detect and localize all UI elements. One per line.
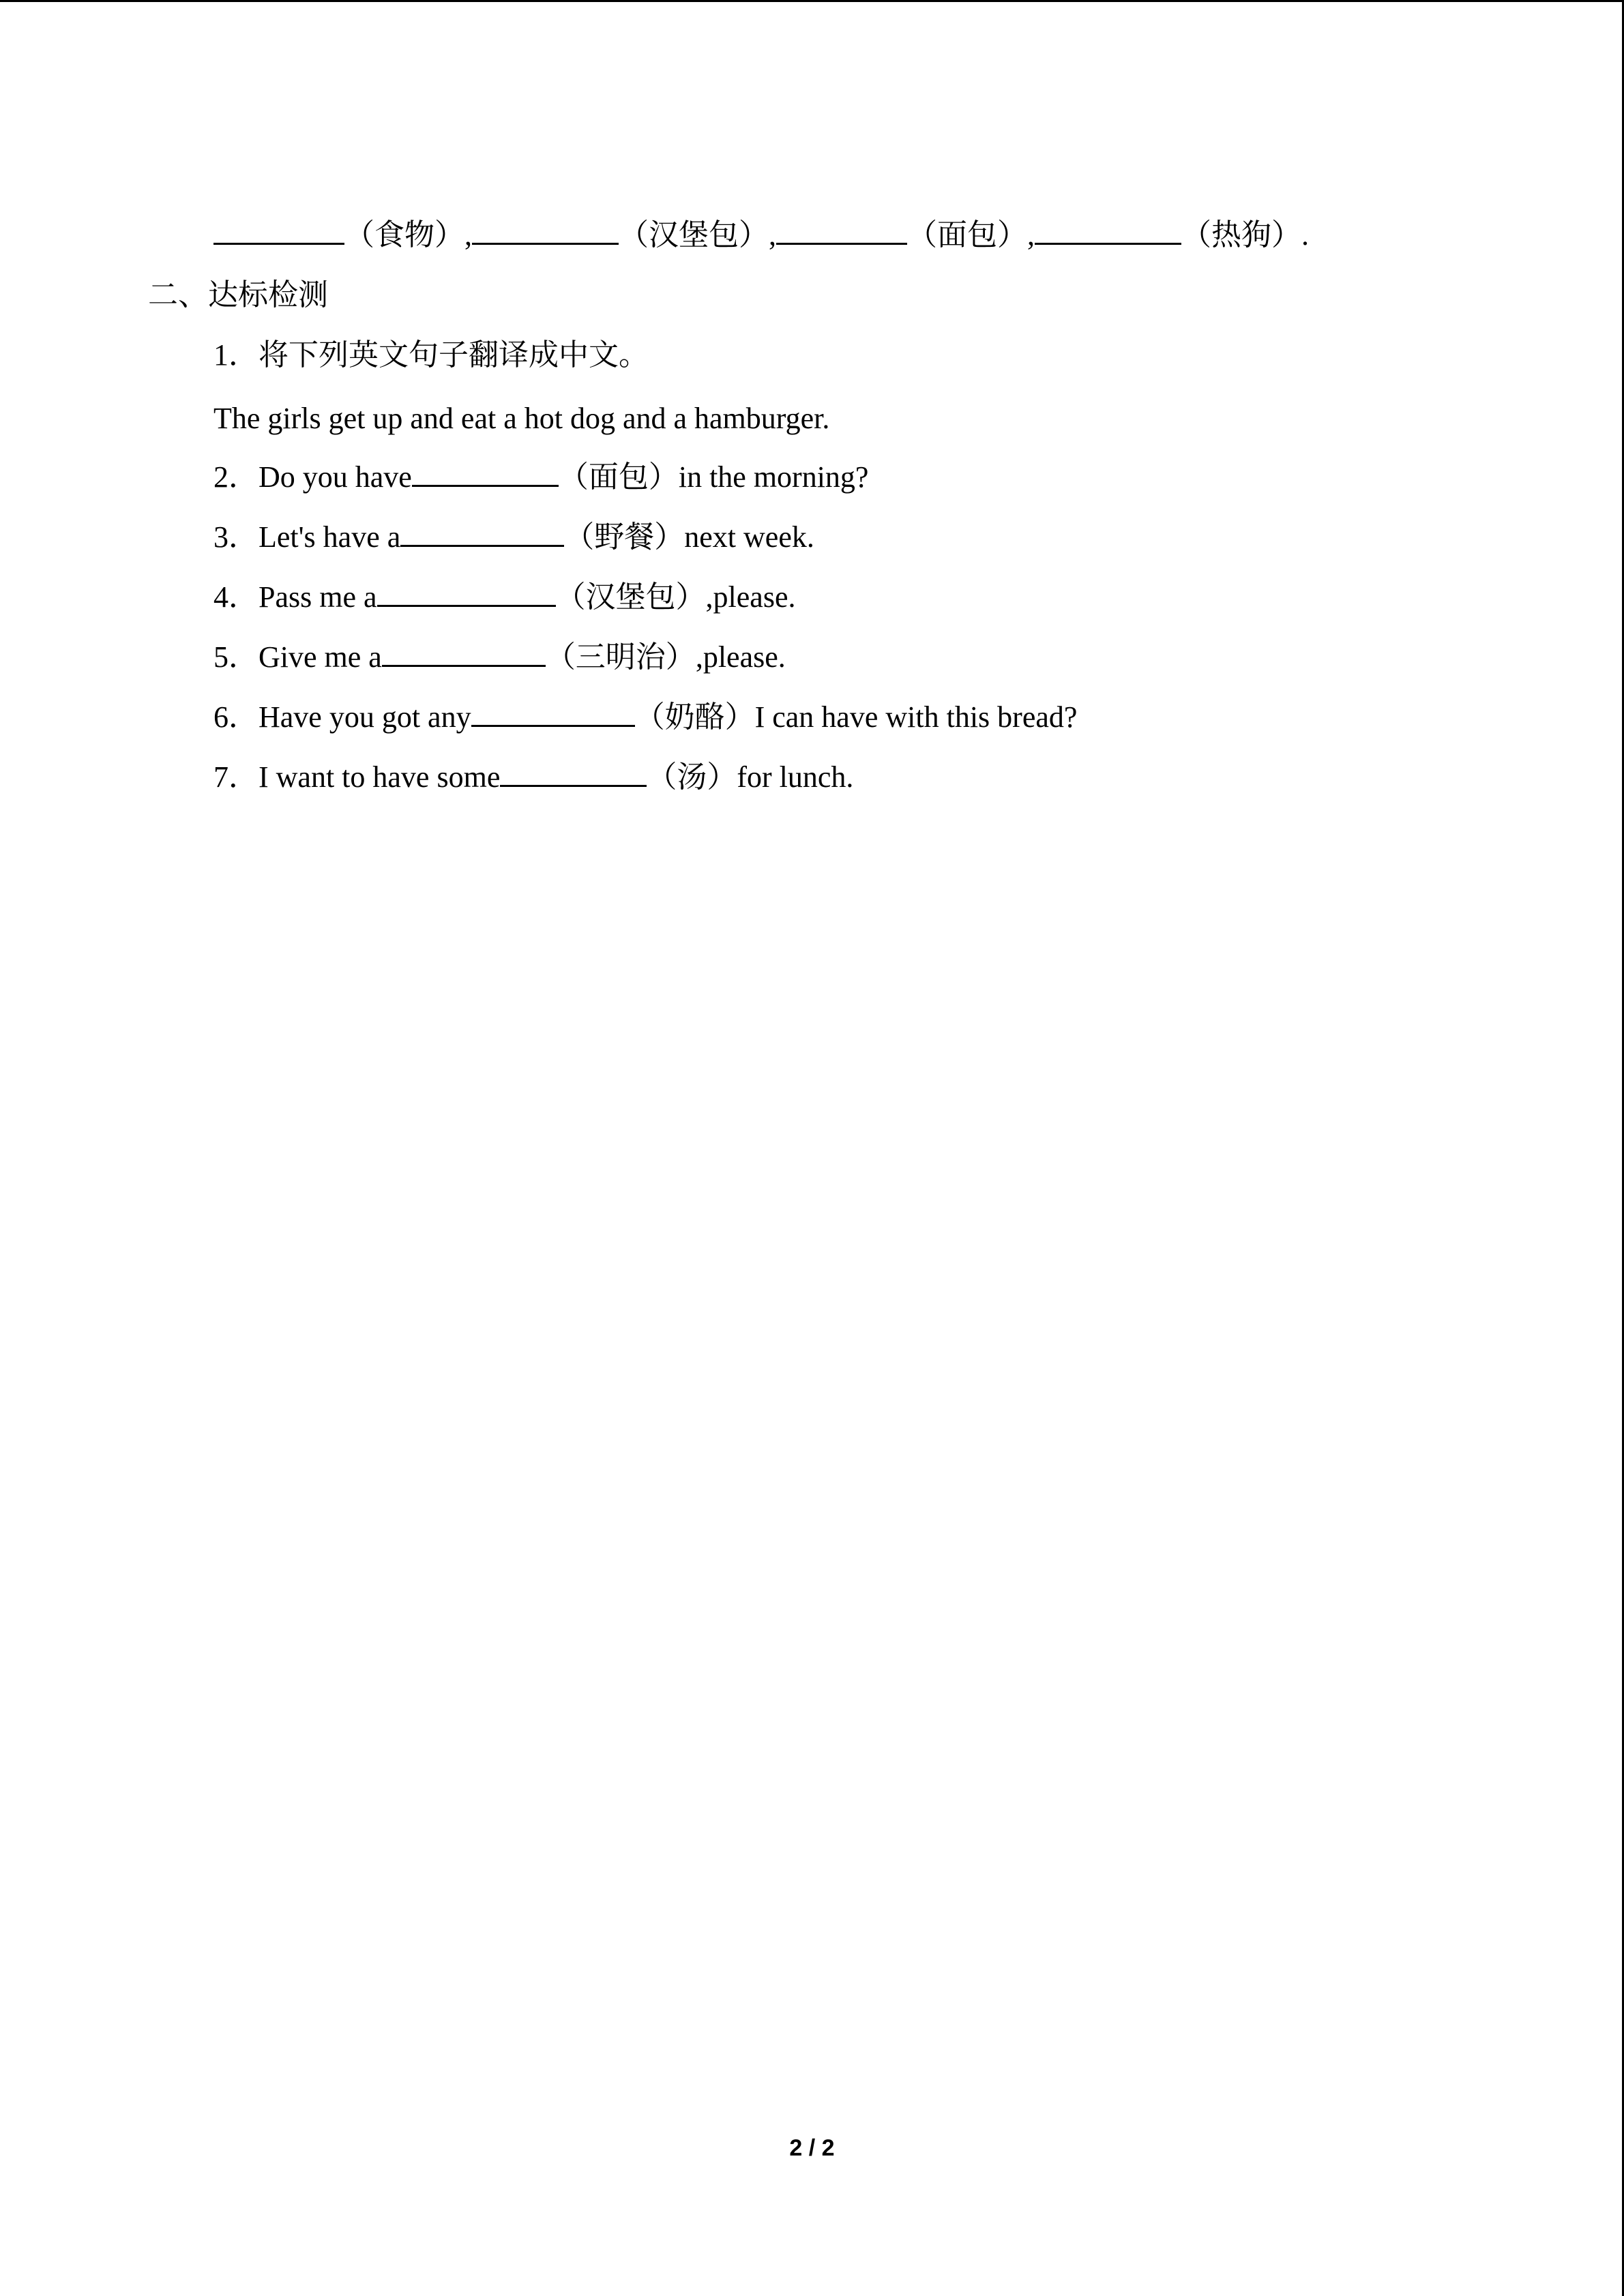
answer-blank[interactable]: [776, 215, 907, 245]
question-text-before: Pass me a: [259, 580, 377, 614]
question-text-after: in the morning?: [678, 460, 869, 494]
answer-blank[interactable]: [500, 758, 647, 787]
question-text-after: I can have with this bread?: [754, 700, 1078, 734]
question-5: [213, 637, 786, 678]
question-text-after: next week.: [684, 520, 814, 554]
page-number-text: 2 / 2: [789, 2135, 835, 2161]
answer-blank[interactable]: [472, 215, 619, 245]
question-text-before: I want to have some: [259, 760, 501, 794]
question-1: [213, 335, 649, 376]
vocab-hint: （食物）: [344, 218, 464, 252]
question-text-before: Do you have: [259, 460, 412, 494]
question-hint: （野餐）: [564, 520, 685, 554]
question-number: 4．: [213, 580, 259, 614]
question-hint: （汉堡包）: [555, 580, 706, 614]
question-instruction: 将下列英文句子翻译成中文。: [259, 338, 649, 372]
question-text-before: Have you got any: [259, 700, 471, 734]
answer-blank[interactable]: [377, 578, 556, 607]
page-number: [0, 2131, 1624, 2165]
question-number: 1．: [213, 338, 259, 372]
question-hint: （面包）: [558, 460, 679, 494]
vocab-hint: （汉堡包）: [619, 218, 769, 252]
question-number: 3．: [213, 520, 259, 554]
answer-blank[interactable]: [400, 518, 564, 547]
question-text-before: Let's have a: [259, 520, 401, 554]
vocab-hint: （面包）: [907, 218, 1027, 252]
question-text-after: for lunch.: [737, 760, 854, 794]
vocab-line: [213, 215, 1309, 256]
question-hint: （汤）: [647, 760, 737, 794]
translation-sentence: The girls get up and eat a hot dog and a hamburger.: [213, 402, 830, 435]
answer-blank[interactable]: [382, 638, 546, 667]
question-3: [213, 517, 814, 558]
question-number: 5．: [213, 640, 259, 674]
section-heading: [148, 275, 328, 316]
question-2: [213, 457, 868, 498]
answer-blank[interactable]: [412, 458, 559, 487]
question-text-after: ,please.: [705, 580, 796, 614]
question-number: 6．: [213, 700, 259, 734]
answer-blank[interactable]: [1035, 215, 1181, 245]
separator: ,: [1027, 218, 1035, 252]
answer-blank[interactable]: [471, 698, 635, 727]
question-6: [213, 697, 1077, 738]
answer-blank[interactable]: [213, 215, 344, 245]
question-7: [213, 757, 853, 798]
question-1-sentence: [213, 398, 829, 439]
question-number: 7．: [213, 760, 259, 794]
separator: .: [1301, 218, 1309, 252]
question-4: [213, 577, 795, 618]
section-heading-text: 二、达标检测: [148, 278, 328, 312]
question-hint: （奶酪）: [634, 700, 755, 734]
question-text-after: ,please.: [695, 640, 786, 674]
question-number: 2．: [213, 460, 259, 494]
question-hint: （三明治）: [545, 640, 696, 674]
vocab-hint: （热狗）: [1181, 218, 1301, 252]
separator: ,: [464, 218, 472, 252]
page-top-border: [0, 0, 1624, 2]
question-text-before: Give me a: [259, 640, 382, 674]
separator: ,: [769, 218, 776, 252]
